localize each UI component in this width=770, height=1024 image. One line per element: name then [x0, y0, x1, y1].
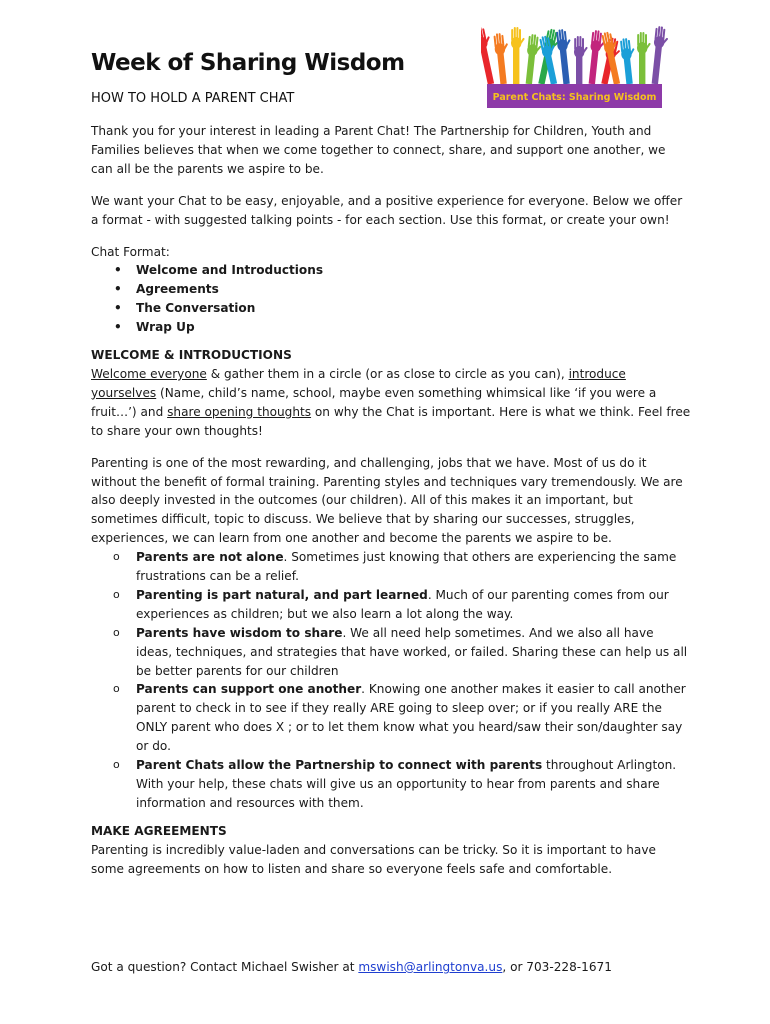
contact-email-link[interactable]: mswish@arlingtonva.us	[358, 960, 503, 974]
share-opening-thoughts-text: share opening thoughts	[167, 404, 312, 419]
talking-point: o Parents are not alone. Sometimes just knowing that others are experiencing the same frustrations can be a relief.	[91, 548, 691, 586]
format-item-agreements: • Agreements	[91, 280, 691, 299]
parent-chats-logo	[481, 22, 668, 112]
intro-paragraph: Thank you for your interest in leading a Parent Chat! The Partnership for Children, Youth and Families believes that when we come together to connect, share, and support one another, we can all be the parents we aspire to be.	[91, 124, 666, 176]
chat-format-list	[91, 261, 691, 337]
talking-point: o Parents can support one another. Knowing one another makes it easier to call another parent to check in to see if they really ARE going to sleep over; or if you really ARE the ONLY parent who does X ; or to let them know what you heard/saw their son/daughter say or do.	[91, 680, 691, 756]
page-title: Week of Sharing Wisdom	[91, 50, 405, 76]
hand-icon	[493, 32, 512, 84]
welcome-paragraph: Welcome everyone & gather them in a circle (or as close to circle as you can), introduce yourselves (Name, child’s name, school, maybe even something whimsical like ‘if you were a fruit…’) and share opening thoughts on why the Chat is important. Here is what we think. Feel free to share your own thoughts!	[91, 366, 691, 438]
format-item-conversation: • The Conversation	[91, 299, 691, 318]
hand-icon	[574, 36, 588, 84]
footer-contact: Got a question? Contact Michael Swisher at mswish@arlingtonva.us, or 703-228-1671	[91, 960, 612, 974]
introduce-yourselves-text: introduce yourselves	[91, 366, 626, 400]
intro-paragraph-2: We want your Chat to be easy, enjoyable, and a positive experience for everyone. Below we offer a format - with suggested talking points - for each section. Use this format, or create your own!	[91, 193, 683, 227]
hand-icon	[637, 32, 651, 84]
document-body	[91, 122, 691, 879]
hand-icon	[556, 28, 576, 84]
welcome-everyone-text: Welcome everyone	[91, 366, 207, 381]
logo-banner-text: Parent Chats: Sharing Wisdom	[492, 92, 657, 103]
chat-format-label: Chat Format:	[91, 244, 170, 259]
talking-point: o Parents have wisdom to share. We all need help sometimes. And we also all have ideas, techniques, and strategies that have worked, or failed. Sharing these can help us all be better parents for our children	[91, 624, 691, 681]
format-item-welcome: • Welcome and Introductions	[91, 261, 691, 280]
agreements-paragraph: Parenting is incredibly value-laden and conversations can be tricky. So it is important to have some agreements on how to listen and share so everyone feels safe and comfortable.	[91, 842, 656, 876]
hand-icon	[511, 27, 525, 84]
hand-icon	[650, 26, 668, 85]
page-subtitle: HOW TO HOLD A PARENT CHAT	[91, 91, 295, 106]
format-item-wrap-up: • Wrap Up	[91, 318, 691, 337]
agreements-heading: MAKE AGREEMENTS	[91, 823, 227, 838]
welcome-heading: WELCOME & INTRODUCTIONS	[91, 348, 292, 363]
parenting-paragraph: Parenting is one of the most rewarding, and challenging, jobs that we have. Most of us do it without the benefit of formal training. Parenting styles and techniques vary tremendously. We are also deeply invested in the outcomes (our children). All of this makes it an important, but sometimes difficult, topic to discuss. We believe that by sharing our successes, struggles, experiences, we can learn from one another and become the parents we aspire to be.	[91, 455, 683, 546]
hands-graphic	[481, 25, 668, 85]
talking-point: o Parent Chats allow the Partnership to connect with parents throughout Arlington. With your help, these chats will give us an opportunity to hear from parents and share information and resources with them.	[91, 756, 691, 813]
hand-icon	[620, 37, 639, 84]
talking-point: o Parenting is part natural, and part learned. Much of our parenting comes from our experiences as children; but we also learn a lot along the way.	[91, 586, 691, 624]
talking-points-list	[91, 548, 691, 813]
